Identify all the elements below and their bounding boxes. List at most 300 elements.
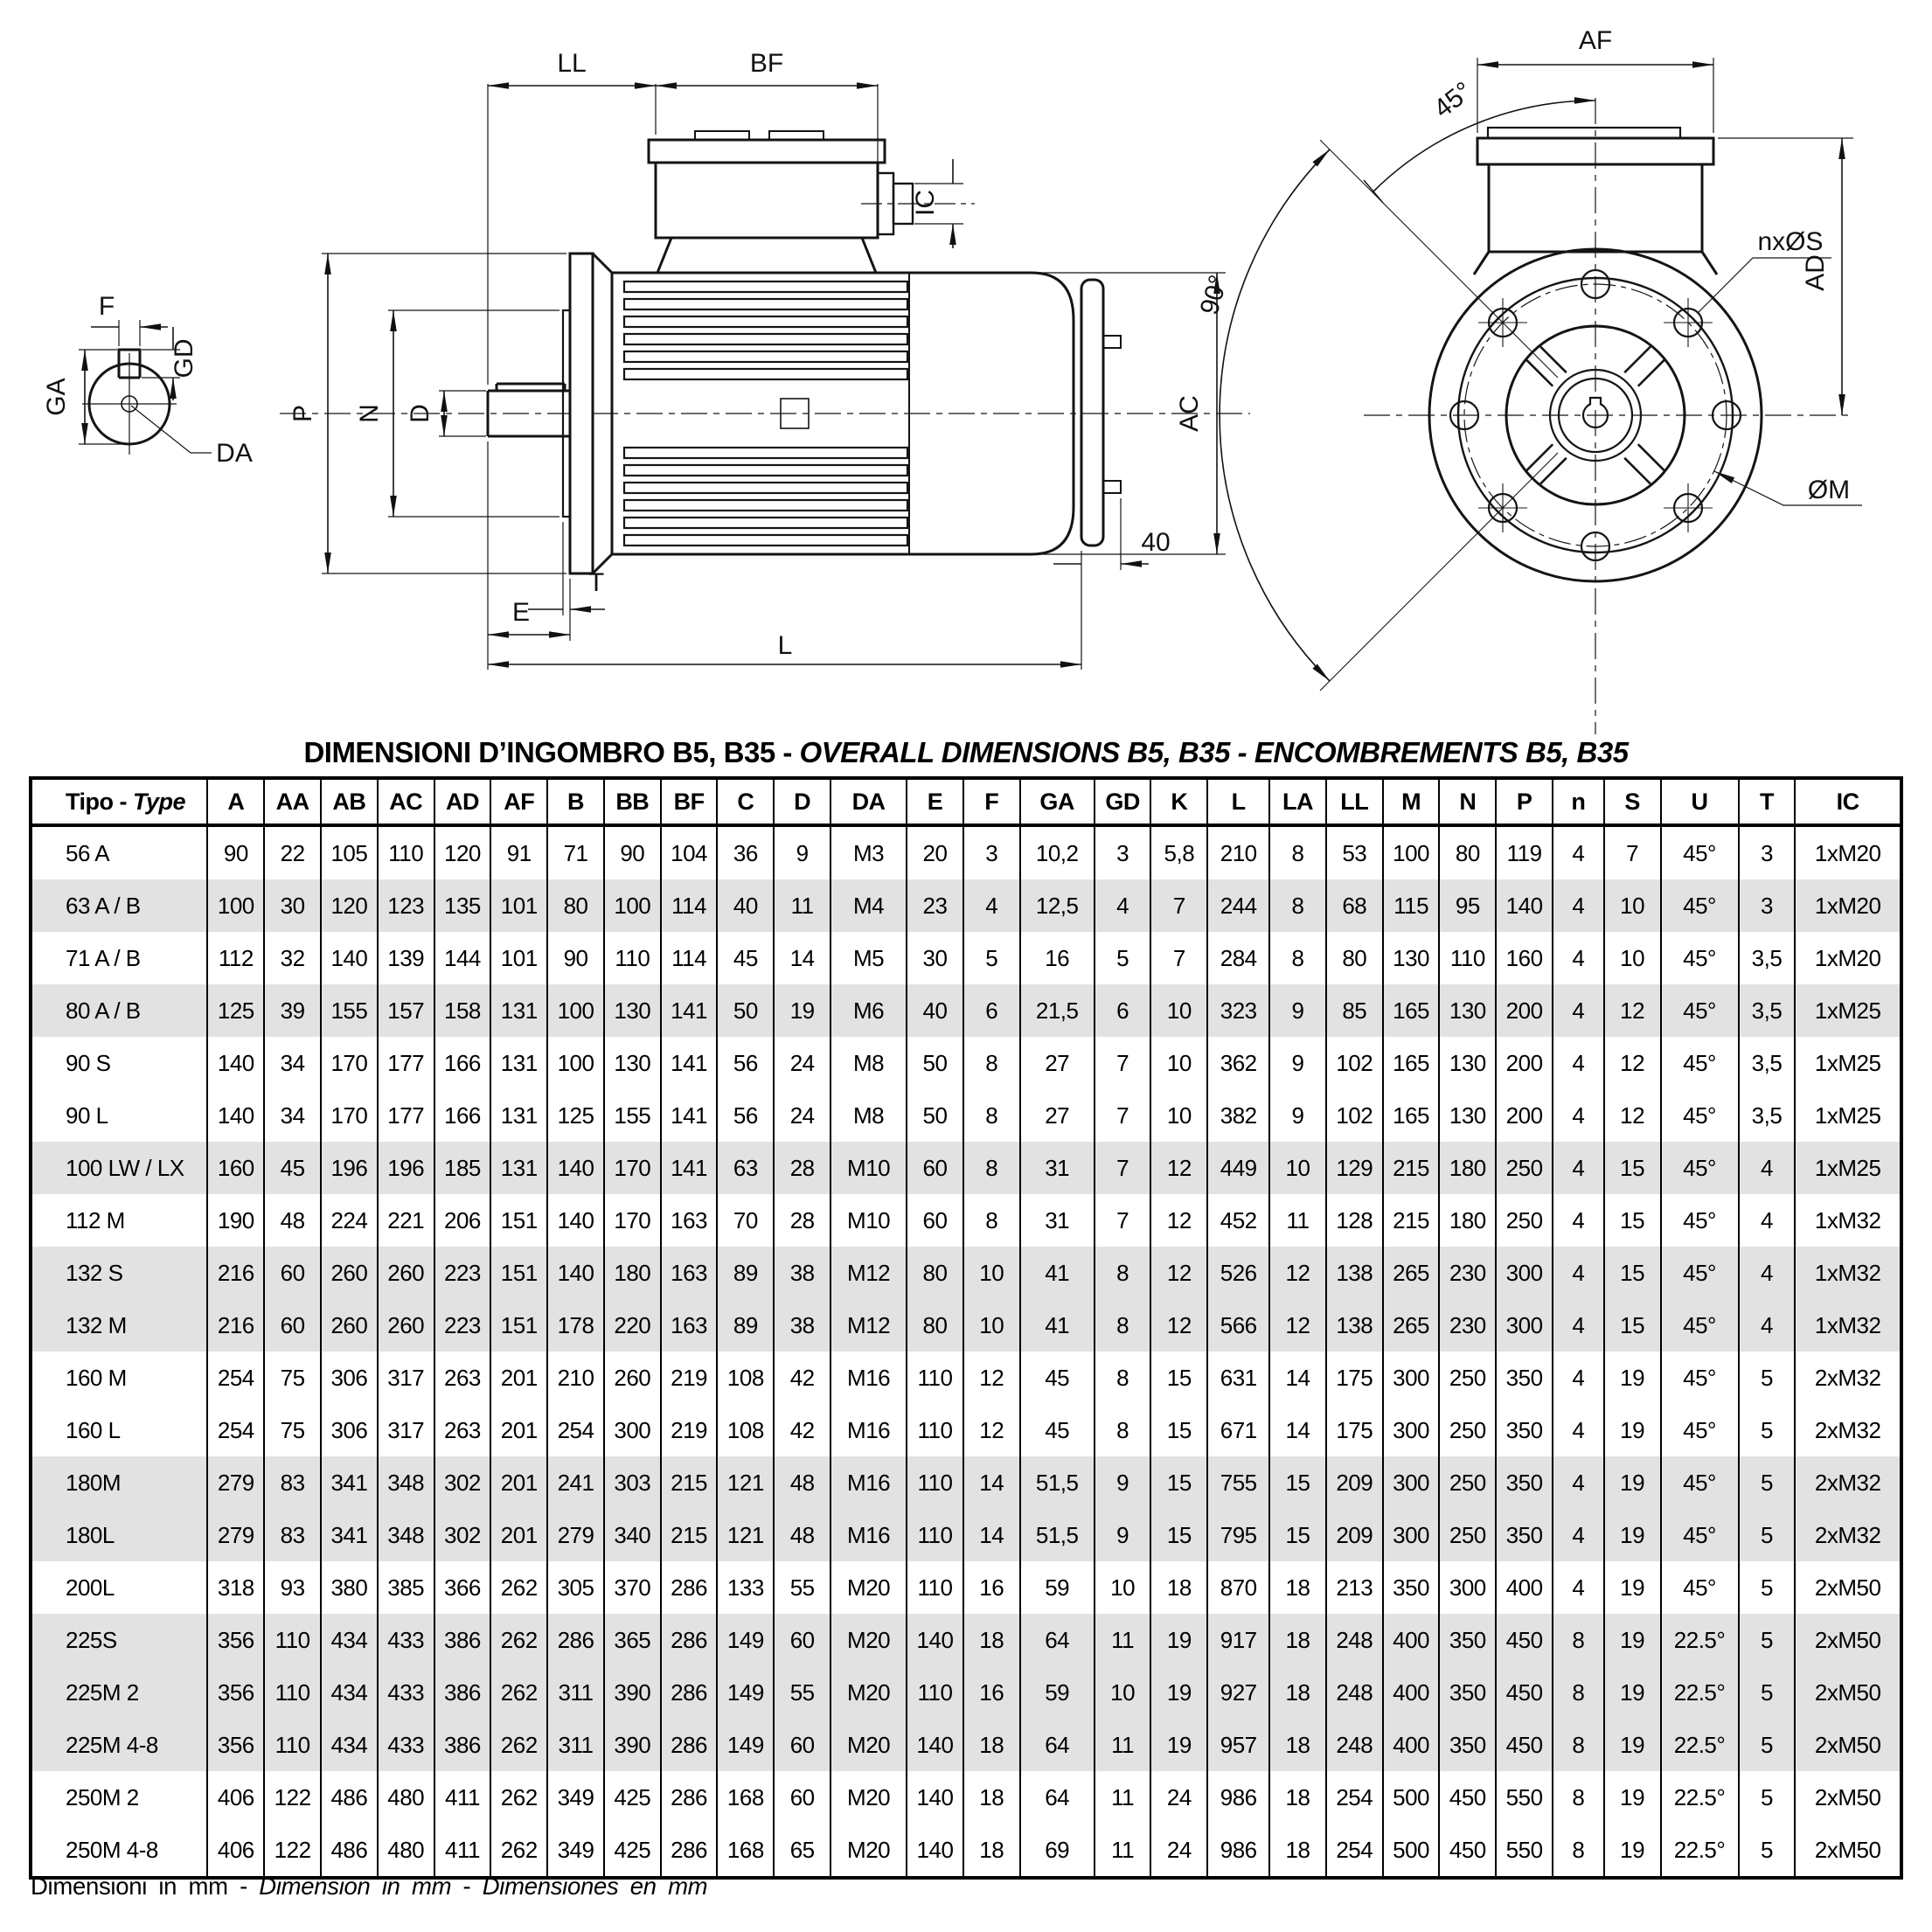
table-cell: 45° — [1661, 1037, 1739, 1089]
table-cell: 5 — [1739, 1666, 1796, 1719]
table-cell: 165 — [1383, 1089, 1440, 1142]
table-cell: 200 — [1496, 984, 1553, 1037]
table-cell: 64 — [1020, 1614, 1095, 1666]
table-cell: 112 — [207, 932, 264, 984]
table-cell: 3,5 — [1739, 984, 1796, 1037]
table-cell: 10 — [1604, 879, 1661, 932]
table-cell: 9 — [1095, 1456, 1151, 1509]
table-cell: 121 — [717, 1509, 774, 1561]
label-90deg: 90° — [1194, 272, 1234, 318]
motor-type: 71 A / B — [66, 944, 141, 971]
label-t: T — [587, 568, 605, 597]
motor-shaft — [488, 384, 570, 436]
table-cell: 75 — [264, 1352, 321, 1404]
table-cell: 5,8 — [1150, 825, 1207, 879]
header-GA: GA — [1020, 778, 1095, 825]
table-cell: 180 — [604, 1247, 661, 1299]
table-cell: 40 — [907, 984, 963, 1037]
motor-type: 225S — [31, 1614, 207, 1666]
table-cell: 108 — [717, 1404, 774, 1456]
table-cell: 631 — [1207, 1352, 1269, 1404]
table-cell: 8 — [1553, 1719, 1604, 1771]
table-row — [31, 1824, 1901, 1878]
table-cell: M20 — [830, 1561, 907, 1614]
table-cell: 19 — [774, 984, 830, 1037]
table-cell: 250 — [1496, 1194, 1553, 1247]
table-cell: 18 — [1269, 1771, 1326, 1824]
table-cell: 18 — [1269, 1824, 1326, 1878]
table-cell: 9 — [1269, 1037, 1326, 1089]
header-S: S — [1604, 778, 1661, 825]
table-cell: 140 — [207, 1037, 264, 1089]
table-cell: 120 — [321, 879, 378, 932]
table-cell: 8 — [963, 1142, 1020, 1194]
table-cell: 4 — [1553, 1037, 1604, 1089]
table-header-row — [31, 778, 1901, 825]
label-p: P — [288, 404, 317, 423]
table-cell: 566 — [1207, 1299, 1269, 1352]
table-cell: 425 — [604, 1824, 661, 1878]
table-cell: 15 — [1150, 1352, 1207, 1404]
table-cell: 180 — [1439, 1142, 1496, 1194]
table-cell: 83 — [264, 1509, 321, 1561]
table-cell: 196 — [378, 1142, 434, 1194]
table-cell: 755 — [1207, 1456, 1269, 1509]
table-cell: 306 — [321, 1404, 378, 1456]
forty-dim — [1053, 498, 1149, 670]
table-cell: 300 — [1383, 1352, 1440, 1404]
front-view-drawing — [1195, 26, 1862, 734]
table-cell: 41 — [1020, 1247, 1095, 1299]
table-cell: 2xM32 — [1795, 1456, 1901, 1509]
table-cell: 4 — [1739, 1142, 1796, 1194]
table-cell: 286 — [661, 1824, 718, 1878]
table-cell: 80 — [907, 1247, 963, 1299]
table-cell: M16 — [830, 1404, 907, 1456]
table-cell: 41 — [1020, 1299, 1095, 1352]
table-cell: 55 — [774, 1666, 830, 1719]
table-cell: 8 — [1269, 825, 1326, 879]
table-cell: 178 — [547, 1299, 604, 1352]
table-cell: 286 — [547, 1614, 604, 1666]
table-cell: 40 — [717, 879, 774, 932]
table-cell: 224 — [321, 1194, 378, 1247]
motor-type: 112 M — [66, 1206, 125, 1234]
label-ll: LL — [557, 49, 587, 78]
table-cell: 12 — [1150, 1247, 1207, 1299]
header-BB: BB — [604, 778, 661, 825]
table-cell: 141 — [661, 1142, 718, 1194]
table-cell: 262 — [490, 1771, 547, 1824]
table-cell: 356 — [207, 1666, 264, 1719]
table-cell: 3,5 — [1739, 932, 1796, 984]
table-cell: 18 — [1269, 1666, 1326, 1719]
table-cell: 300 — [1383, 1404, 1440, 1456]
table-cell: 223 — [434, 1247, 491, 1299]
table-cell: 9 — [1269, 984, 1326, 1037]
header-AD: AD — [434, 778, 491, 825]
table-cell: 138 — [1326, 1247, 1383, 1299]
table-cell: 130 — [604, 984, 661, 1037]
table-cell: 140 — [207, 1089, 264, 1142]
table-cell: 48 — [264, 1194, 321, 1247]
header-A: A — [207, 778, 264, 825]
table-cell: 500 — [1383, 1824, 1440, 1878]
table-cell: 2xM50 — [1795, 1561, 1901, 1614]
header-M: M — [1383, 778, 1440, 825]
table-cell: 366 — [434, 1561, 491, 1614]
table-row — [31, 1352, 1901, 1404]
table-cell: 100 — [547, 1037, 604, 1089]
label-ad: AD — [1801, 254, 1830, 291]
header-K: K — [1150, 778, 1207, 825]
table-cell: M10 — [830, 1194, 907, 1247]
table-cell: 1xM20 — [1795, 932, 1901, 984]
table-cell: 986 — [1207, 1824, 1269, 1878]
dimension-drawings — [0, 0, 1932, 740]
table-cell: 64 — [1020, 1719, 1095, 1771]
table-cell: 380 — [321, 1561, 378, 1614]
table-cell: 210 — [1207, 825, 1269, 879]
table-cell: 1xM32 — [1795, 1299, 1901, 1352]
table-cell: 2xM50 — [1795, 1771, 1901, 1824]
table-cell: 45 — [1020, 1352, 1095, 1404]
table-cell: 60 — [264, 1299, 321, 1352]
table-cell: 42 — [774, 1352, 830, 1404]
table-cell: 279 — [207, 1509, 264, 1561]
label-ic: IC — [911, 190, 940, 216]
motor-type: 250M 4-8 — [66, 1836, 158, 1863]
table-cell: 90 — [207, 825, 264, 879]
table-cell: 170 — [604, 1142, 661, 1194]
table-cell: 130 — [1439, 984, 1496, 1037]
table-cell: 125 — [207, 984, 264, 1037]
header-N: N — [1439, 778, 1496, 825]
table-cell: 450 — [1496, 1614, 1553, 1666]
header-B: B — [547, 778, 604, 825]
label-nxos: nxØS — [1757, 227, 1824, 256]
table-cell: 18 — [1269, 1614, 1326, 1666]
table-cell: 31 — [1020, 1142, 1095, 1194]
table-cell: 210 — [547, 1352, 604, 1404]
label-e: E — [511, 598, 531, 627]
table-cell: 350 — [1496, 1456, 1553, 1509]
table-cell: 80 — [1326, 932, 1383, 984]
table-cell: 550 — [1496, 1771, 1553, 1824]
table-cell: 140 — [547, 1247, 604, 1299]
table-cell: 927 — [1207, 1666, 1269, 1719]
table-cell: 45° — [1661, 1247, 1739, 1299]
table-cell: 3 — [1739, 825, 1796, 879]
table-row — [31, 825, 1901, 879]
table-cell: 286 — [661, 1614, 718, 1666]
table-cell: 3 — [1095, 825, 1151, 879]
table-cell: 433 — [378, 1666, 434, 1719]
table-row — [31, 1614, 1901, 1666]
label-45deg: 45° — [1428, 76, 1478, 124]
table-cell: 48 — [774, 1509, 830, 1561]
table-cell: 95 — [1439, 879, 1496, 932]
table-cell: 244 — [1207, 879, 1269, 932]
header-AF: AF — [490, 778, 547, 825]
table-cell: 163 — [661, 1194, 718, 1247]
table-cell: 185 — [434, 1142, 491, 1194]
table-cell: 125 — [547, 1089, 604, 1142]
header-D: D — [774, 778, 830, 825]
table-cell: 15 — [1604, 1299, 1661, 1352]
table-cell: 4 — [1553, 1456, 1604, 1509]
table-cell: 362 — [1207, 1037, 1269, 1089]
table-cell: 986 — [1207, 1771, 1269, 1824]
table-cell: M8 — [830, 1037, 907, 1089]
table-cell: 400 — [1383, 1719, 1440, 1771]
table-cell: 101 — [490, 879, 547, 932]
table-cell: 23 — [907, 879, 963, 932]
table-cell: 16 — [1020, 932, 1095, 984]
table-cell: 14 — [963, 1456, 1020, 1509]
table-cell: 10 — [1150, 1089, 1207, 1142]
motor-type: 180L — [31, 1509, 207, 1561]
ll-bf-dims — [488, 84, 878, 385]
table-cell: 110 — [907, 1456, 963, 1509]
table-cell: 349 — [547, 1771, 604, 1824]
label-40: 40 — [1141, 528, 1171, 557]
table-cell: 110 — [264, 1666, 321, 1719]
table-cell: 170 — [321, 1089, 378, 1142]
table-cell: 19 — [1604, 1456, 1661, 1509]
table-cell: 166 — [434, 1037, 491, 1089]
table-cell: 64 — [1020, 1771, 1095, 1824]
motor-type: 56 A — [66, 839, 110, 866]
table-cell: 300 — [604, 1404, 661, 1456]
table-cell: 349 — [547, 1824, 604, 1878]
table-cell: 36 — [717, 825, 774, 879]
table-cell: 130 — [604, 1037, 661, 1089]
table-cell: 350 — [1496, 1509, 1553, 1561]
table-cell: 11 — [1269, 1194, 1326, 1247]
table-cell: 160 — [207, 1142, 264, 1194]
table-cell: 348 — [378, 1456, 434, 1509]
motor-type: 200L — [66, 1574, 115, 1601]
table-row — [31, 1771, 1901, 1824]
table-cell: 180 — [1439, 1194, 1496, 1247]
table-cell: 4 — [1553, 932, 1604, 984]
table-cell: 350 — [1439, 1614, 1496, 1666]
table-cell: 1xM20 — [1795, 825, 1901, 879]
table-cell: 406 — [207, 1824, 264, 1878]
table-cell: 45° — [1661, 1089, 1739, 1142]
table-cell: 221 — [378, 1194, 434, 1247]
header-L: L — [1207, 778, 1269, 825]
table-cell: M12 — [830, 1299, 907, 1352]
table-cell: 4 — [1553, 1194, 1604, 1247]
table-cell: 105 — [321, 825, 378, 879]
table-cell: 131 — [490, 984, 547, 1037]
table-cell: 12 — [1150, 1194, 1207, 1247]
table-cell: 1xM20 — [1795, 879, 1901, 932]
table-cell: 200 — [1496, 1037, 1553, 1089]
header-IC: IC — [1795, 778, 1901, 825]
table-cell: 45° — [1661, 1404, 1739, 1456]
table-cell: 12 — [963, 1352, 1020, 1404]
table-cell: 306 — [321, 1352, 378, 1404]
table-cell: 365 — [604, 1614, 661, 1666]
table-cell: 141 — [661, 984, 718, 1037]
table-cell: 300 — [1383, 1509, 1440, 1561]
motor-type: 80 A / B — [31, 984, 207, 1037]
table-cell: 302 — [434, 1509, 491, 1561]
table-cell: 149 — [717, 1614, 774, 1666]
table-cell: 5 — [1739, 1614, 1796, 1666]
table-cell: 433 — [378, 1719, 434, 1771]
table-cell: 350 — [1496, 1404, 1553, 1456]
table-cell: 12 — [1150, 1299, 1207, 1352]
table-row — [31, 1456, 1901, 1509]
table-cell: 60 — [774, 1614, 830, 1666]
table-cell: 151 — [490, 1299, 547, 1352]
table-cell: 45 — [717, 932, 774, 984]
table-row — [31, 1561, 1901, 1614]
table-cell: 201 — [490, 1456, 547, 1509]
table-cell: 286 — [661, 1561, 718, 1614]
table-cell: 434 — [321, 1719, 378, 1771]
table-cell: 7 — [1095, 1089, 1151, 1142]
table-cell: 144 — [434, 932, 491, 984]
table-cell: 138 — [1326, 1299, 1383, 1352]
table-cell: 15 — [1269, 1509, 1326, 1561]
table-cell: 131 — [490, 1142, 547, 1194]
table-cell: 215 — [1383, 1194, 1440, 1247]
table-cell: 262 — [490, 1614, 547, 1666]
table-cell: 223 — [434, 1299, 491, 1352]
table-cell: 15 — [1269, 1456, 1326, 1509]
table-cell: 177 — [378, 1037, 434, 1089]
table-cell: 9 — [1269, 1089, 1326, 1142]
table-cell: 50 — [717, 984, 774, 1037]
table-cell: 400 — [1383, 1666, 1440, 1719]
table-cell: 4 — [1095, 879, 1151, 932]
table-cell: 139 — [378, 932, 434, 984]
table-cell: 305 — [547, 1561, 604, 1614]
table-cell: 110 — [907, 1352, 963, 1404]
table-cell: 60 — [774, 1771, 830, 1824]
table-cell: 286 — [661, 1719, 718, 1771]
table-cell: 129 — [1326, 1142, 1383, 1194]
table-cell: 110 — [264, 1719, 321, 1771]
table-cell: 119 — [1496, 825, 1553, 879]
table-cell: 449 — [1207, 1142, 1269, 1194]
table-cell: 216 — [207, 1299, 264, 1352]
table-cell: 108 — [717, 1352, 774, 1404]
table-cell: 3,5 — [1739, 1037, 1796, 1089]
table-cell: 265 — [1383, 1299, 1440, 1352]
table-cell: 141 — [661, 1037, 718, 1089]
table-cell: 5 — [1739, 1352, 1796, 1404]
table-cell: 14 — [1269, 1404, 1326, 1456]
table-cell: 90 — [604, 825, 661, 879]
table-cell: 10 — [1150, 1037, 1207, 1089]
units-note-es: Dimensiones en mm — [482, 1873, 708, 1900]
table-cell: 10 — [1604, 932, 1661, 984]
table-cell: 24 — [774, 1037, 830, 1089]
table-cell: 102 — [1326, 1037, 1383, 1089]
table-row — [31, 1037, 1901, 1089]
table-cell: 141 — [661, 1089, 718, 1142]
table-cell: 8 — [1269, 879, 1326, 932]
table-cell: 45° — [1661, 879, 1739, 932]
motor-type: 132 M — [31, 1299, 207, 1352]
table-cell: 9 — [774, 825, 830, 879]
table-cell: 4 — [1553, 825, 1604, 879]
table-cell: 262 — [490, 1824, 547, 1878]
table-cell: 480 — [378, 1771, 434, 1824]
table-cell: 230 — [1439, 1299, 1496, 1352]
table-cell: 158 — [434, 984, 491, 1037]
table-cell: 200 — [1496, 1089, 1553, 1142]
table-cell: 18 — [1150, 1561, 1207, 1614]
table-cell: 19 — [1150, 1614, 1207, 1666]
side-view-drawing — [42, 49, 1250, 670]
table-cell: 263 — [434, 1352, 491, 1404]
table-cell: 63 — [717, 1142, 774, 1194]
table-cell: 230 — [1439, 1247, 1496, 1299]
table-cell: 2xM32 — [1795, 1404, 1901, 1456]
table-cell: 260 — [378, 1247, 434, 1299]
table-cell: 323 — [1207, 984, 1269, 1037]
table-cell: M6 — [830, 984, 907, 1037]
table-cell: 123 — [378, 879, 434, 932]
table-cell: 5 — [1739, 1824, 1796, 1878]
table-cell: 4 — [1553, 1561, 1604, 1614]
table-cell: 89 — [717, 1247, 774, 1299]
table-cell: 2xM50 — [1795, 1666, 1901, 1719]
table-cell: 160 — [1496, 932, 1553, 984]
table-cell: 390 — [604, 1719, 661, 1771]
motor-type: 225M 2 — [31, 1666, 207, 1719]
table-cell: 12 — [1269, 1247, 1326, 1299]
motor-type: 132 S — [31, 1247, 207, 1299]
table-cell: 45° — [1661, 1561, 1739, 1614]
table-cell: 10 — [963, 1247, 1020, 1299]
table-cell: 45° — [1661, 1299, 1739, 1352]
table-cell: 110 — [604, 932, 661, 984]
motor-type: 160 M — [66, 1364, 127, 1391]
table-cell: 2xM50 — [1795, 1719, 1901, 1771]
table-cell: 51,5 — [1020, 1456, 1095, 1509]
table-cell: 7 — [1095, 1037, 1151, 1089]
table-cell: 24 — [774, 1089, 830, 1142]
table-cell: 433 — [378, 1614, 434, 1666]
table-cell: 75 — [264, 1404, 321, 1456]
header-T: T — [1739, 778, 1796, 825]
table-cell: 28 — [774, 1142, 830, 1194]
table-cell: 215 — [1383, 1142, 1440, 1194]
motor-type: 225M 4-8 — [31, 1719, 207, 1771]
table-cell: 350 — [1439, 1666, 1496, 1719]
label-af: AF — [1578, 26, 1613, 55]
table-cell: 59 — [1020, 1561, 1095, 1614]
table-cell: 254 — [547, 1404, 604, 1456]
table-cell: 262 — [490, 1666, 547, 1719]
table-cell: 27 — [1020, 1089, 1095, 1142]
table-cell: 15 — [1604, 1142, 1661, 1194]
table-cell: 5 — [1739, 1771, 1796, 1824]
table-cell: 45° — [1661, 984, 1739, 1037]
table-cell: 18 — [963, 1719, 1020, 1771]
table-cell: 19 — [1604, 1404, 1661, 1456]
table-cell: 2xM32 — [1795, 1509, 1901, 1561]
table-row — [31, 1299, 1901, 1352]
